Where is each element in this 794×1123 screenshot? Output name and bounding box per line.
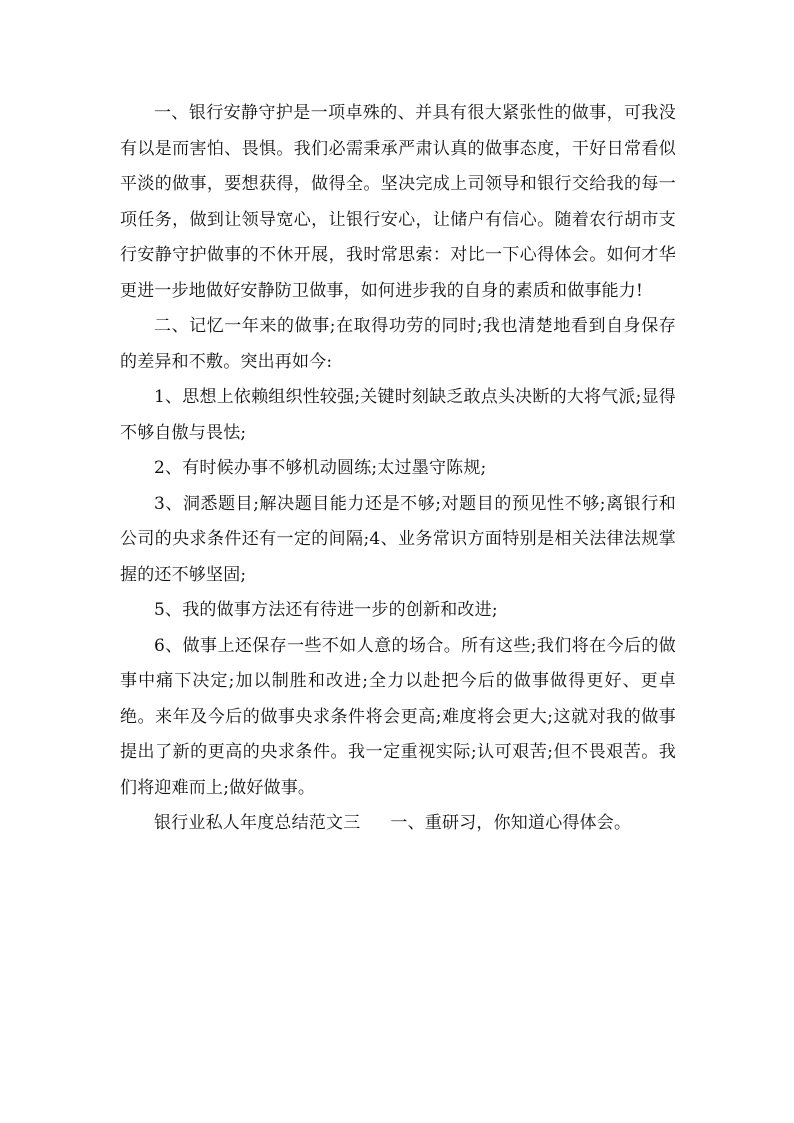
closing-text: 一、重研习，你知道心得体会。 — [390, 813, 632, 833]
closing-line — [120, 806, 676, 842]
paragraph-point-1: 1、思想上依赖组织性较强;关键时刻缺乏敢点头决断的大将气派;显得不够自傲与畏怯; — [120, 387, 676, 443]
paragraph-point-2: 2、有时候办事不够机动圆练;太过墨守陈规; — [154, 458, 487, 478]
paragraph-point-3-4: 3、洞悉题目;解决题目能力还是不够;对题目的预见性不够;离银行和公司的央求条件还有一定的间隔;4、业务常识方面特别是相关法律法规掌握的还不够坚固; — [120, 493, 676, 585]
paragraph-security-duty: 一、银行安静守护是一项卓殊的、并具有很大紧张性的做事，可我没有以是而害怕、畏惧。我们必需秉承严肃认真的做事态度，干好日常看似平淡的做事，要想获得，做得全。坚决完成上司领导和银行交给我的每一项任务，做到让领导宽心，让银行安心，让储户有信心。随着农行胡市支行安静守护做事的不休开展，我时常思索：对比一下心得体会。如何才华更进一步地做好安静防卫做事，如何进步我的自身的素质和做事能力! — [120, 103, 676, 301]
paragraph-review-intro: 二、记忆一年来的做事;在取得功劳的同时;我也清楚地看到自身保存的差异和不敷。突出再如今: — [120, 316, 676, 372]
paragraph-point-6: 6、做事上还保存一些不如人意的场合。所有这些;我们将在今后的做事中痛下决定;加以制胜和改进;全力以赴把今后的做事做得更好、更卓绝。来年及今后的做事央求条件将会更高;难度将会更大;这就对我的做事提出了新的更高的央求条件。我一定重视实际;认可艰苦;但不畏艰苦。我们将迎难而上;做好做事。 — [120, 635, 676, 798]
document-page — [120, 96, 676, 842]
closing-title: 银行业私人年度总结范文三 — [154, 813, 361, 833]
paragraph-point-5: 5、我的做事方法还有待进一步的创新和改进; — [154, 600, 498, 620]
